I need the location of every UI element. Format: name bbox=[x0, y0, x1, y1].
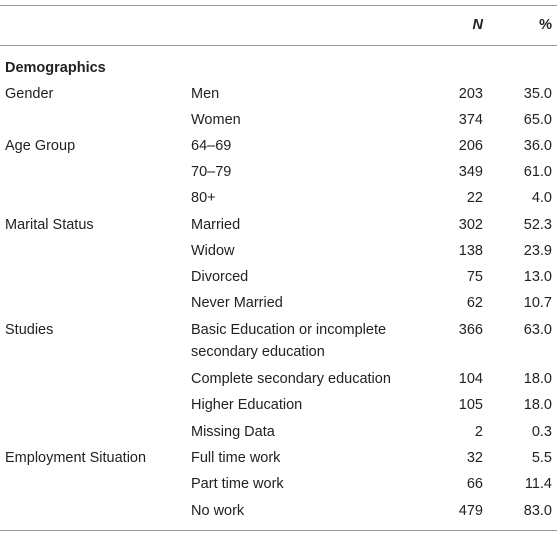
category-label: Never Married bbox=[191, 295, 283, 311]
category-label: No work bbox=[191, 503, 245, 519]
pct-value: 4.0 bbox=[531, 190, 552, 206]
category-label: Higher Education bbox=[191, 397, 303, 413]
pct-value: 63.0 bbox=[523, 322, 552, 338]
category-label: Basic Education or incomplete secondary education bbox=[191, 322, 387, 360]
pct-value: 52.3 bbox=[523, 217, 552, 233]
pct-value: 11.4 bbox=[524, 476, 552, 492]
category-label: 64–69 bbox=[191, 138, 232, 154]
category-label: Married bbox=[191, 217, 241, 233]
pct-value: 36.0 bbox=[523, 138, 552, 154]
table-top-rule bbox=[0, 5, 557, 6]
category-label: Men bbox=[191, 86, 220, 102]
n-value: 374 bbox=[458, 112, 483, 128]
n-value: 206 bbox=[458, 138, 483, 154]
category-label: Women bbox=[191, 112, 241, 128]
category-label: Missing Data bbox=[191, 424, 275, 440]
pct-value: 23.9 bbox=[523, 243, 552, 259]
pct-value: 61.0 bbox=[523, 164, 552, 180]
category-label: Part time work bbox=[191, 476, 284, 492]
n-value: 75 bbox=[466, 269, 483, 285]
group-label: Age Group bbox=[5, 138, 76, 154]
n-value: 2 bbox=[474, 424, 483, 440]
pct-value: 65.0 bbox=[523, 112, 552, 128]
pct-value: 83.0 bbox=[523, 503, 552, 519]
pct-value: 13.0 bbox=[523, 269, 552, 285]
n-value: 349 bbox=[458, 164, 483, 180]
category-label: Full time work bbox=[191, 450, 281, 466]
table-bottom-rule bbox=[0, 530, 557, 531]
n-value: 22 bbox=[466, 190, 483, 206]
n-value: 32 bbox=[466, 450, 483, 466]
pct-value: 35.0 bbox=[523, 86, 552, 102]
pct-value: 18.0 bbox=[523, 397, 552, 413]
category-label: Complete secondary education bbox=[191, 371, 391, 387]
category-label: Divorced bbox=[191, 269, 249, 285]
n-value: 138 bbox=[458, 243, 483, 259]
pct-value: 10.7 bbox=[523, 295, 552, 311]
n-value: 62 bbox=[466, 295, 483, 311]
n-value: 366 bbox=[458, 322, 483, 338]
n-value: 104 bbox=[458, 371, 483, 387]
table-header-rule bbox=[0, 45, 557, 46]
category-label: 80+ bbox=[191, 190, 216, 206]
category-label: 70–79 bbox=[191, 164, 232, 180]
column-header-n: N bbox=[472, 17, 483, 33]
column-header-percent: % bbox=[539, 17, 552, 33]
section-title: Demographics bbox=[5, 60, 106, 76]
n-value: 66 bbox=[466, 476, 483, 492]
group-label: Gender bbox=[5, 86, 54, 102]
pct-value: 0.3 bbox=[531, 424, 552, 440]
category-label: Widow bbox=[191, 243, 235, 259]
group-label: Studies bbox=[5, 322, 54, 338]
pct-value: 18.0 bbox=[523, 371, 552, 387]
pct-value: 5.5 bbox=[531, 450, 552, 466]
n-value: 302 bbox=[458, 217, 483, 233]
n-value: 105 bbox=[458, 397, 483, 413]
group-label: Marital Status bbox=[5, 217, 94, 233]
n-value: 479 bbox=[458, 503, 483, 519]
group-label: Employment Situation bbox=[5, 450, 147, 466]
n-value: 203 bbox=[458, 86, 483, 102]
